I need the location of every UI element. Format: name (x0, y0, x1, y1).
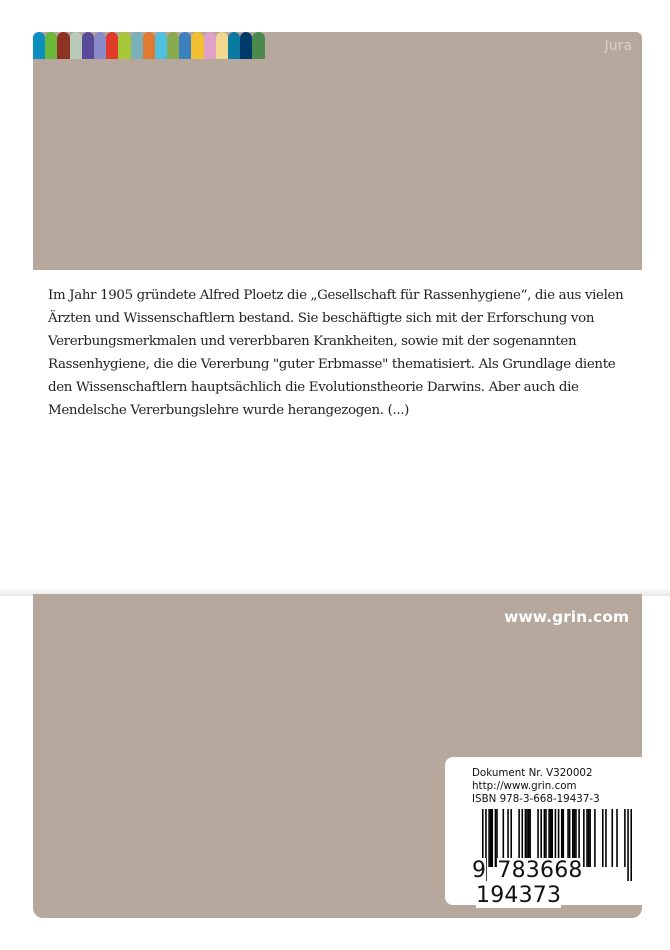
color-tab (252, 32, 264, 59)
cover-top-panel (33, 32, 642, 270)
barcode-digit-first: 9 (472, 858, 487, 883)
color-tab (216, 32, 228, 59)
blurb-text: Im Jahr 1905 gründete Alfred Ploetz die „Gesellschaft für Rassenhygiene“, die aus vielen Ärzten und Wissenschaftlern bestand. Sie beschäftigte sich mit der Erforschung von Vererbungsmerkmalen und vererbbaren Krankheiten, sowie mit der sogenannten Rassenhygiene, die die Vererbung "guter Erbmasse" thematisiert. Als Grundlage diente den Wissenschaftlern hauptsächlich die Evolutionstheorie Darwins. Aber auch die Mendelsche Vererbungslehre wurde herangezogen. (...) (48, 288, 624, 418)
document-number: Dokument Nr. V320002 (472, 767, 593, 779)
color-tab (45, 32, 57, 59)
cover-bottom-panel (33, 594, 642, 918)
color-tab (33, 32, 45, 59)
color-tab (179, 32, 191, 59)
color-tabs (33, 32, 265, 59)
color-tab (94, 32, 106, 59)
color-tab (228, 32, 240, 59)
color-tab (240, 32, 252, 59)
color-tab (191, 32, 203, 59)
color-tab (106, 32, 118, 59)
color-tab (155, 32, 167, 59)
color-tab (82, 32, 94, 59)
color-tab (204, 32, 216, 59)
color-tab (167, 32, 179, 59)
color-tab (143, 32, 155, 59)
color-tab (131, 32, 143, 59)
category-label: Jura (604, 38, 632, 54)
barcode-digits (472, 858, 642, 908)
isbn-box (445, 757, 642, 908)
color-tab (118, 32, 130, 59)
color-tab (70, 32, 82, 59)
color-tab (57, 32, 69, 59)
info-url: http://www.grin.com (472, 780, 577, 792)
barcode-digits-left: 783668 (497, 858, 583, 883)
publisher-url[interactable]: www.grin.com (504, 608, 629, 626)
barcode-digits-right: 194373 (476, 883, 562, 908)
isbn-text: ISBN 978-3-668-19437-3 (472, 793, 600, 805)
